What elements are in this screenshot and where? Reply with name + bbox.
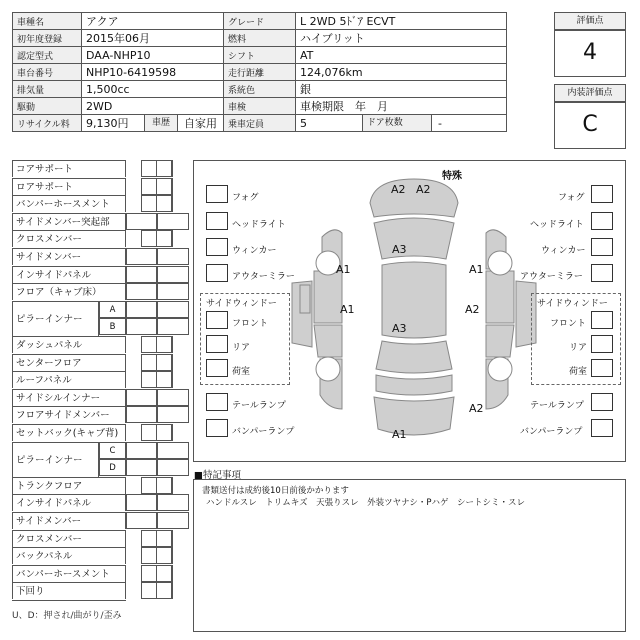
checklist-checkbox-left[interactable] — [126, 301, 157, 318]
info-label: シフト — [224, 47, 296, 64]
checklist-checkbox-right[interactable] — [156, 230, 173, 247]
right-winker-checkbox[interactable] — [591, 238, 613, 256]
checklist-checkbox-right[interactable] — [157, 389, 189, 406]
checklist-checkbox-left[interactable] — [126, 318, 157, 335]
left-bumper-lamp-checkbox[interactable] — [206, 419, 228, 437]
left-sw-rear-checkbox[interactable] — [206, 335, 228, 353]
info-label: 乗車定員 — [224, 115, 296, 132]
info-row — [13, 81, 507, 98]
notes-box — [193, 479, 626, 632]
right-sw-cargo-checkbox[interactable] — [591, 359, 613, 377]
info-value: 1,500cc — [82, 81, 224, 98]
doors-label: ドア枚数 — [362, 115, 432, 131]
mark-hood-1: A2 — [391, 183, 406, 196]
checklist-checkbox-right[interactable] — [157, 442, 189, 459]
info-row — [13, 115, 507, 132]
checklist-item: クロスメンバー — [12, 230, 126, 247]
checklist-checkbox-right[interactable] — [157, 213, 189, 230]
vehicle-damage-diagram — [193, 160, 626, 462]
checklist-checkbox-left[interactable] — [126, 248, 157, 265]
info-label: 排気量 — [13, 81, 82, 98]
notes-line-1: 書類送付は成約後10日前後かかります — [202, 486, 349, 496]
checklist-item: センターフロア — [12, 354, 126, 371]
checklist-item-pillar: ピラーインナー — [12, 442, 99, 477]
evaluation-score: 4 — [554, 29, 626, 77]
left-fog-label: フォグ — [232, 193, 259, 203]
checklist-item: フロア（キャブ床） — [12, 283, 126, 300]
checklist-checkbox-right[interactable] — [157, 459, 189, 476]
left-winker-checkbox[interactable] — [206, 238, 228, 256]
info-row — [13, 98, 507, 115]
checklist-checkbox-left[interactable] — [126, 459, 157, 476]
left-winker-label: ウィンカー — [232, 246, 277, 256]
left-sw-rear-label: リア — [232, 343, 251, 353]
checklist-checkbox-right[interactable] — [156, 178, 173, 195]
right-side-window-label: サイドウィンドー — [537, 299, 608, 309]
checklist-checkbox-right[interactable] — [157, 301, 189, 318]
info-label: 認定型式 — [13, 47, 82, 64]
notes-line-2: ハンドルスレ トリムキズ 天張りスレ 外装ツヤナシ・Pハゲ シートシミ・スレ — [206, 498, 526, 508]
mark-roof: A3 — [392, 322, 407, 335]
right-sw-rear-label: リア — [569, 343, 588, 353]
right-fog-checkbox[interactable] — [591, 185, 613, 203]
checklist-item: サイドメンバー — [12, 512, 126, 529]
right-outer-mirror-checkbox[interactable] — [591, 264, 613, 282]
left-tail-lamp-label: テールランプ — [232, 401, 286, 411]
left-tail-lamp-checkbox[interactable] — [206, 393, 228, 411]
right-fog-label: フォグ — [558, 193, 585, 203]
mark-right-front-door: A2 — [465, 303, 480, 316]
checklist-checkbox-right[interactable] — [157, 283, 189, 300]
info-row — [13, 30, 507, 47]
right-bumper-lamp-label: バンパーランプ — [520, 427, 583, 437]
history-value: 自家用 — [184, 117, 217, 130]
info-label: リサイクル料 — [13, 115, 82, 132]
pillar-sub-label: A — [99, 301, 126, 318]
checklist-item: インサイドパネル — [12, 266, 126, 283]
info-label: 燃料 — [224, 30, 296, 47]
pillar-sub-label: B — [99, 318, 126, 335]
right-sw-front-checkbox[interactable] — [591, 311, 613, 329]
checklist-item: 下回り — [12, 582, 126, 599]
checklist-item: ダッシュパネル — [12, 336, 126, 353]
left-outer-mirror-checkbox[interactable] — [206, 264, 228, 282]
left-fog-checkbox[interactable] — [206, 185, 228, 203]
checklist-checkbox-right[interactable] — [156, 582, 173, 599]
checklist-checkbox-right[interactable] — [156, 547, 173, 564]
checklist-item: インサイドパネル — [12, 494, 126, 511]
checklist-checkbox-right[interactable] — [156, 371, 173, 388]
doors-value: - — [438, 116, 442, 130]
vehicle-info-table — [12, 12, 507, 132]
checklist-checkbox-right[interactable] — [156, 160, 173, 177]
car-outline-svg — [284, 173, 544, 463]
pillar-sub-label: D — [99, 459, 126, 476]
info-value: ハイブリット — [296, 30, 507, 47]
checklist-checkbox-right[interactable] — [157, 494, 189, 511]
special-label: 特殊 — [442, 171, 462, 182]
mark-rear-bumper: A1 — [392, 428, 407, 441]
left-headlight-checkbox[interactable] — [206, 212, 228, 230]
checklist-item: コアサポート — [12, 160, 126, 177]
recycle-fee-value: 9,130円 — [86, 117, 129, 130]
checklist-item: サイドメンバー突起部 — [12, 213, 126, 230]
mark-windshield: A3 — [392, 243, 407, 256]
info-label: 初年度登録 — [13, 30, 82, 47]
checklist-checkbox-right[interactable] — [156, 565, 173, 582]
history-label: 車歴 — [144, 115, 178, 131]
checklist-checkbox-right[interactable] — [156, 424, 173, 441]
right-outer-mirror-label: アウターミラー — [520, 272, 583, 282]
checklist-checkbox-left[interactable] — [126, 389, 157, 406]
checklist-item: クロスメンバー — [12, 530, 126, 547]
checklist-checkbox-right[interactable] — [156, 530, 173, 547]
checklist-checkbox-left[interactable] — [126, 283, 157, 300]
checklist-item: サイドメンバー — [12, 248, 126, 265]
left-sw-cargo-checkbox[interactable] — [206, 359, 228, 377]
checklist-item: バンパーホースメント — [12, 195, 126, 212]
right-tail-lamp-label: テールランプ — [530, 401, 584, 411]
left-side-window-label: サイドウィンドー — [206, 299, 277, 309]
info-label: グレード — [224, 13, 296, 30]
checklist-item: フロアサイドメンバー — [12, 406, 126, 423]
info-value: アクア — [82, 13, 224, 30]
right-sw-rear-checkbox[interactable] — [591, 335, 613, 353]
left-bumper-lamp-label: バンパーランプ — [232, 427, 295, 437]
capacity-doors-cell — [296, 115, 507, 132]
checklist-item: バンパーホースメント — [12, 565, 126, 582]
mark-hood-2: A2 — [416, 183, 431, 196]
checklist-item: バックパネル — [12, 547, 126, 564]
info-row — [13, 13, 507, 30]
right-headlight-checkbox[interactable] — [591, 212, 613, 230]
info-value: DAA-NHP10 — [82, 47, 224, 64]
checklist-item: ロアサポート — [12, 178, 126, 195]
left-sw-front-checkbox[interactable] — [206, 311, 228, 329]
info-row — [13, 64, 507, 81]
info-value: NHP10-6419598 — [82, 64, 224, 81]
interior-evaluation-label: 内装評価点 — [554, 84, 626, 103]
checklist-checkbox-right[interactable] — [156, 195, 173, 212]
notes-title: ■特記事項 — [194, 470, 241, 481]
mark-left-fender: A1 — [336, 263, 351, 276]
checklist-item: サイドシルインナー — [12, 389, 126, 406]
info-value: 2015年06月 — [82, 30, 224, 47]
checklist-checkbox-left[interactable] — [126, 494, 157, 511]
checklist-checkbox-left[interactable] — [126, 213, 157, 230]
right-headlight-label: ヘッドライト — [530, 220, 584, 230]
checklist-checkbox-right[interactable] — [157, 318, 189, 335]
checklist-checkbox-right[interactable] — [156, 477, 173, 494]
checklist-footnote: U、D：押され/曲がり/歪み — [12, 611, 122, 621]
checklist-bottom-border — [12, 600, 126, 601]
info-value: 銀 — [296, 81, 507, 98]
checklist-checkbox-right[interactable] — [156, 354, 173, 371]
checklist-checkbox-left[interactable] — [126, 266, 157, 283]
info-label: 車台番号 — [13, 64, 82, 81]
checklist-item: トランクフロア — [12, 477, 126, 494]
left-sw-cargo-label: 荷室 — [232, 367, 251, 377]
pillar-sub-label: C — [99, 442, 126, 459]
info-label: 走行距離 — [224, 64, 296, 81]
right-sw-cargo-label: 荷室 — [569, 367, 588, 377]
info-label: 系統色 — [224, 81, 296, 98]
checklist-checkbox-left[interactable] — [126, 512, 157, 529]
mark-left-front-door: A1 — [340, 303, 355, 316]
mark-right-rear-quarter: A2 — [469, 402, 484, 415]
checklist-checkbox-left[interactable] — [126, 442, 157, 459]
info-value: 2WD — [82, 98, 224, 115]
checklist-item-pillar: ピラーインナー — [12, 301, 99, 336]
capacity-value: 5 — [300, 116, 307, 130]
left-sw-front-label: フロント — [232, 319, 269, 329]
info-value: AT — [296, 47, 507, 64]
checklist-checkbox-right[interactable] — [157, 512, 189, 529]
checklist-checkbox-right[interactable] — [157, 406, 189, 423]
checklist-checkbox-right[interactable] — [157, 266, 189, 283]
checklist-item: セットバック(キャブ背) — [12, 424, 126, 441]
right-tail-lamp-checkbox[interactable] — [591, 393, 613, 411]
checklist-item: ルーフパネル — [12, 371, 126, 388]
right-winker-label: ウィンカー — [541, 246, 586, 256]
right-sw-front-label: フロント — [550, 319, 587, 329]
info-row — [13, 47, 507, 64]
info-value: 車検期限 年 月 — [296, 98, 507, 115]
checklist-checkbox-left[interactable] — [126, 406, 157, 423]
interior-evaluation-score: C — [554, 101, 626, 149]
info-label: 車種名 — [13, 13, 82, 30]
info-label: 駆動 — [13, 98, 82, 115]
checklist-checkbox-right[interactable] — [157, 248, 189, 265]
evaluation-label: 評価点 — [554, 12, 626, 31]
left-headlight-label: ヘッドライト — [232, 220, 286, 230]
mark-right-fender: A1 — [469, 263, 484, 276]
info-value: 124,076km — [296, 64, 507, 81]
left-outer-mirror-label: アウターミラー — [232, 272, 295, 282]
right-bumper-lamp-checkbox[interactable] — [591, 419, 613, 437]
checklist-checkbox-right[interactable] — [156, 336, 173, 353]
info-value: L 2WD 5ﾄﾞｱ ECVT — [296, 13, 507, 30]
recycle-history-cell — [82, 115, 224, 132]
info-label: 車検 — [224, 98, 296, 115]
